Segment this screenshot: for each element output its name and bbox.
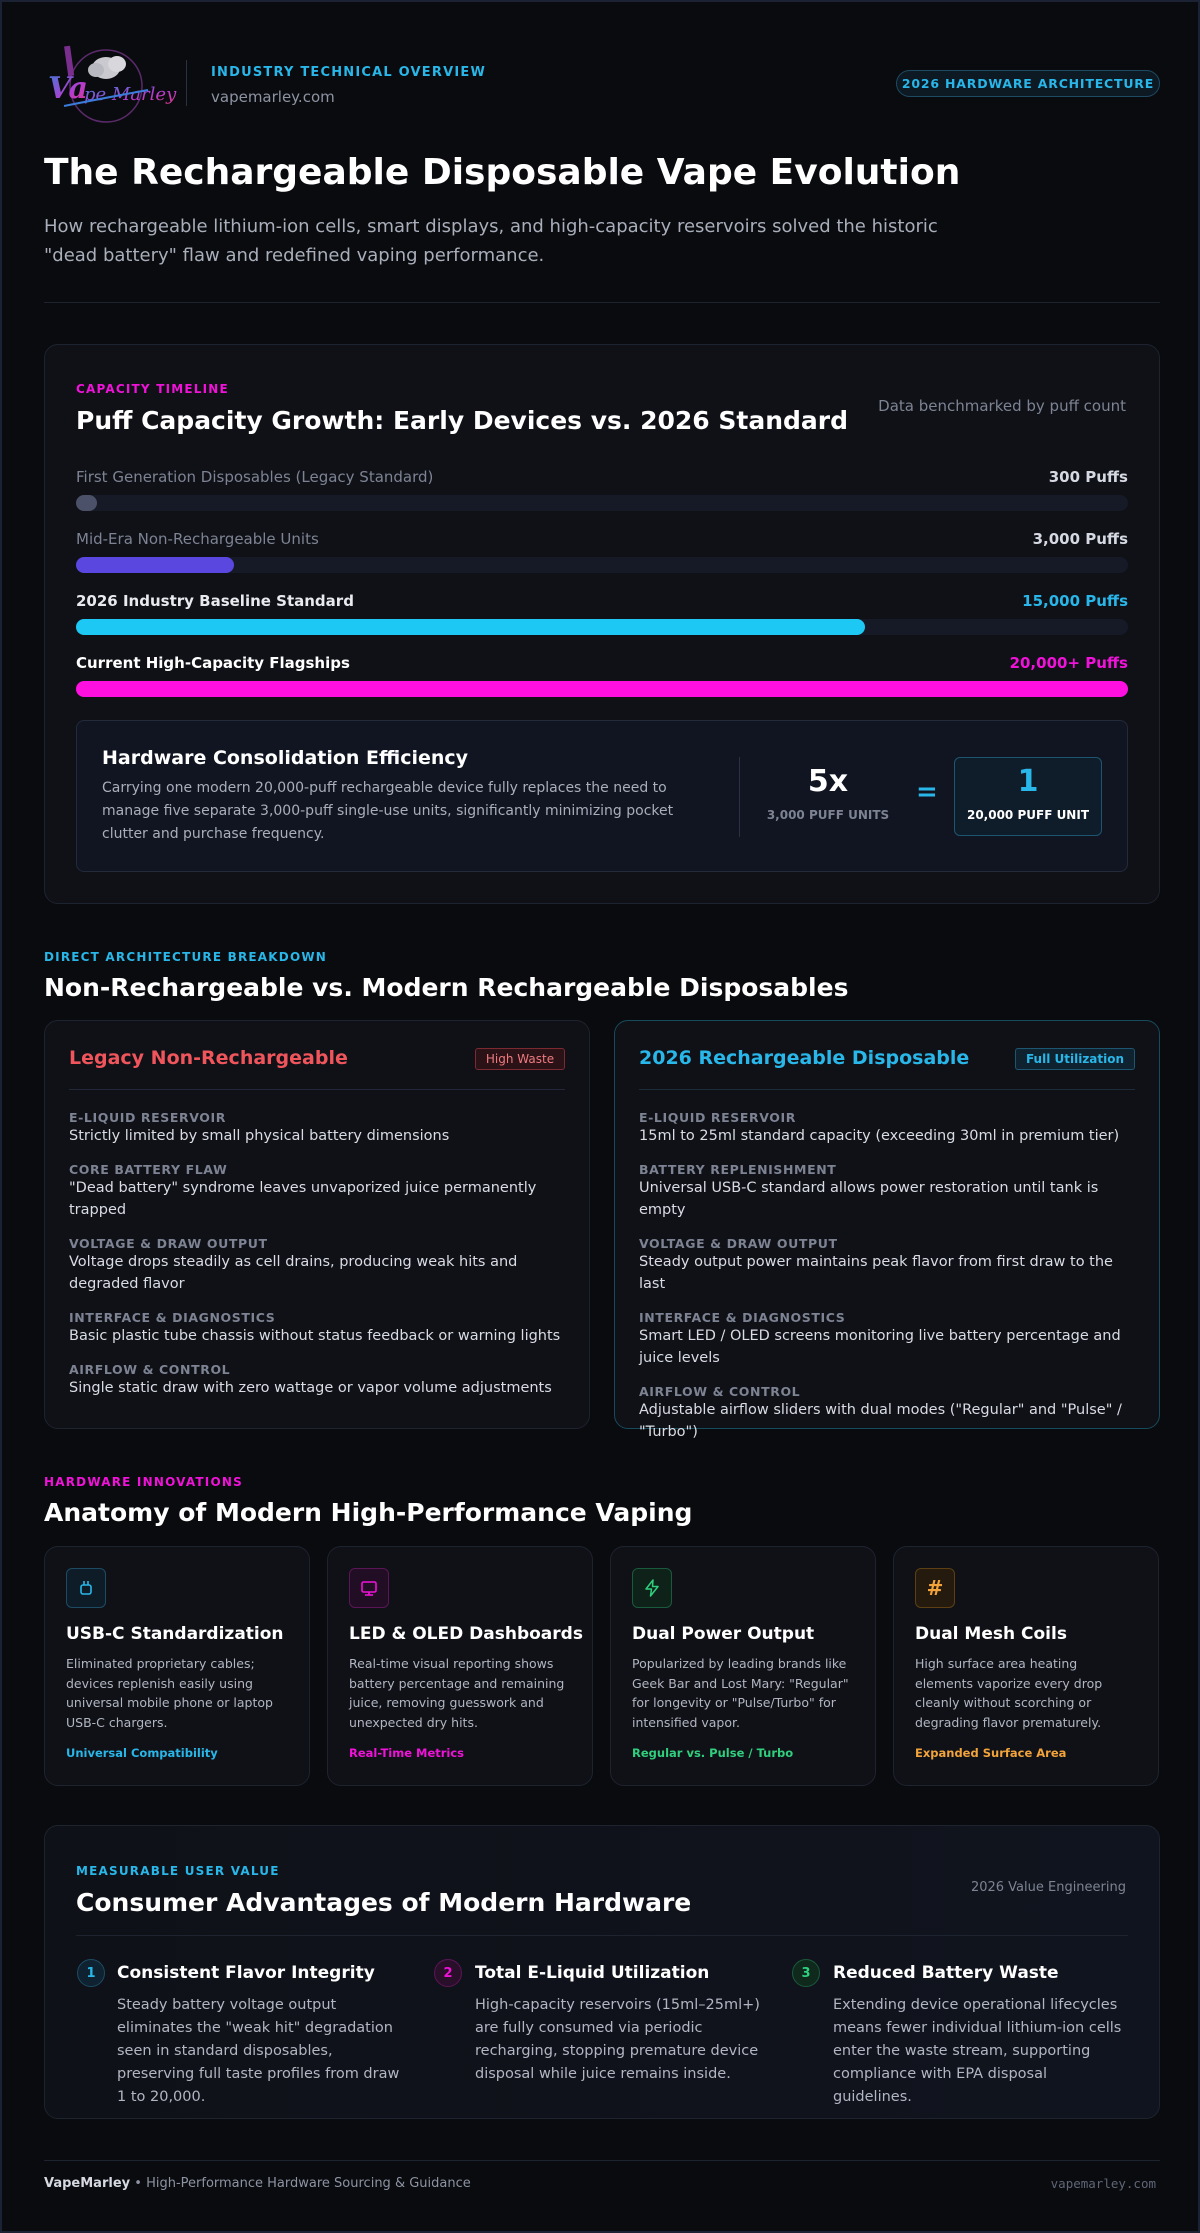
- efficiency-body: Carrying one modern 20,000-puff rechargeable device fully replaces the need to manage five separate 3,000-puff single-use units, significantly minimizing pocket clutter and purchase frequency.: [102, 780, 674, 842]
- spec-item: [69, 1236, 569, 1295]
- advantage-title: Reduced Battery Waste: [833, 1963, 1059, 1983]
- capacity-bars: [76, 468, 1128, 704]
- equals-sign: =: [916, 777, 938, 807]
- advantage-body: Steady battery voltage output eliminates the "weak hit" degradation seen in standard disposables, preserving full taste profiles from draw 1 to 20,000.: [117, 1997, 400, 2105]
- bar-fill: [76, 619, 865, 635]
- spec-key: CORE BATTERY FLAW: [69, 1162, 228, 1177]
- innovation-title: USB-C Standardization: [66, 1624, 284, 1644]
- lightning-icon: [632, 1568, 672, 1608]
- modern-badge: Full Utilization: [1015, 1048, 1135, 1070]
- bar-value: 300 Puffs: [1048, 468, 1128, 486]
- spec-item: [69, 1162, 569, 1221]
- bar-value: 3,000 Puffs: [1032, 530, 1128, 548]
- legacy-spec-list: [69, 1110, 569, 1399]
- hardware-pill: 2026 HARDWARE ARCHITECTURE: [896, 70, 1160, 97]
- modern-spec-list: [639, 1110, 1139, 1443]
- efficiency-title: Hardware Consolidation Efficiency: [102, 747, 469, 769]
- modern-rule: [639, 1089, 1135, 1090]
- advantage-title: Consistent Flavor Integrity: [117, 1963, 375, 1983]
- page-title: The Rechargeable Disposable Vape Evolution: [44, 152, 961, 193]
- footer-rule: [44, 2160, 1160, 2161]
- spec-value: "Dead battery" syndrome leaves unvaporized juice permanently trapped: [69, 1180, 537, 1218]
- advantage-body: High-capacity reservoirs (15ml–25ml+) are fully consumed via periodic recharging, stopping premature device disposal while juice remains inside.: [475, 1997, 760, 2082]
- svg-text:pe Marley: pe Marley: [84, 84, 177, 105]
- innovation-card: [44, 1546, 310, 1786]
- spec-key: AIRFLOW & CONTROL: [639, 1384, 801, 1399]
- spec-item: [639, 1236, 1139, 1295]
- spec-key: VOLTAGE & DRAW OUTPUT: [639, 1236, 838, 1251]
- spec-item: [639, 1310, 1139, 1369]
- footer-left: [44, 2176, 471, 2191]
- spec-value: Smart LED / OLED screens monitoring live battery percentage and juice levels: [639, 1328, 1121, 1366]
- innovation-title: LED & OLED Dashboards: [349, 1624, 583, 1644]
- advantages-rule: [76, 1935, 1128, 1936]
- footer-brand: VapeMarley: [44, 2176, 131, 2191]
- brand-logo[interactable]: [44, 40, 177, 126]
- innovation-body: Real-time visual reporting shows battery percentage and remaining juice, removing guesswork and unexpected dry hits.: [349, 1656, 565, 1730]
- capacity-eyebrow: CAPACITY TIMELINE: [76, 382, 229, 396]
- spec-value: 15ml to 25ml standard capacity (exceeding 30ml in premium tier): [639, 1128, 1120, 1144]
- bar-label: First Generation Disposables (Legacy Standard): [76, 468, 434, 486]
- innovations-eyebrow: HARDWARE INNOVATIONS: [44, 1475, 243, 1489]
- spec-item: [639, 1162, 1139, 1221]
- header-rule: [44, 302, 1160, 303]
- spec-key: BATTERY REPLENISHMENT: [639, 1162, 837, 1177]
- legacy-rule: [69, 1089, 565, 1090]
- spec-key: E-LIQUID RESERVOIR: [639, 1110, 796, 1125]
- bar-track: [76, 557, 1128, 573]
- bar-track: [76, 495, 1128, 511]
- bar-track: [76, 619, 1128, 635]
- innovation-tag: Real-Time Metrics: [349, 1746, 465, 1760]
- bar-value: 15,000 Puffs: [1022, 592, 1128, 610]
- header-eyebrow: INDUSTRY TECHNICAL OVERVIEW: [211, 65, 487, 80]
- efficiency-right-value: 1: [1017, 764, 1039, 799]
- bar-label: Current High-Capacity Flagships: [76, 654, 350, 672]
- bar-label: 2026 Industry Baseline Standard: [76, 592, 354, 610]
- page-lede: How rechargeable lithium-ion cells, smart displays, and high-capacity reservoirs solved the historic "dead battery" flaw and redefined vaping performance.: [44, 216, 938, 266]
- spec-key: AIRFLOW & CONTROL: [69, 1362, 231, 1377]
- spec-key: E-LIQUID RESERVOIR: [69, 1110, 226, 1125]
- efficiency-right-label: 20,000 PUFF UNIT: [966, 808, 1090, 822]
- bar-fill: [76, 681, 1128, 697]
- innovation-tag: Regular vs. Pulse / Turbo: [632, 1746, 794, 1760]
- spec-item: [69, 1362, 569, 1399]
- advantage-number: 2: [434, 1959, 462, 1987]
- advantage-title: Total E-Liquid Utilization: [475, 1963, 710, 1983]
- bar-label: Mid-Era Non-Rechargeable Units: [76, 530, 319, 548]
- bar-fill: [76, 495, 97, 511]
- spec-key: VOLTAGE & DRAW OUTPUT: [69, 1236, 268, 1251]
- advantage-body: Extending device operational lifecycles means fewer individual lithium-ion cells enter the waste stream, supporting compliance with EPA disposal guidelines.: [833, 1997, 1122, 2105]
- innovation-card: [610, 1546, 876, 1786]
- innovation-title: Dual Mesh Coils: [915, 1624, 1067, 1644]
- innovations-title: Anatomy of Modern High-Performance Vaping: [44, 1498, 693, 1527]
- spec-item: [69, 1110, 569, 1147]
- svg-text:Va: Va: [48, 71, 88, 106]
- spec-key: INTERFACE & DIAGNOSTICS: [639, 1310, 846, 1325]
- spec-item: [639, 1110, 1139, 1147]
- spec-value: Universal USB-C standard allows power restoration until tank is empty: [639, 1180, 1099, 1218]
- spec-value: Steady output power maintains peak flavor from first draw to the last: [639, 1254, 1113, 1292]
- spec-value: Adjustable airflow sliders with dual modes ("Regular" and "Pulse" / "Turbo"): [639, 1402, 1122, 1440]
- advantage-number: 3: [792, 1959, 820, 1987]
- advantages-eyebrow: MEASURABLE USER VALUE: [76, 1864, 280, 1878]
- capacity-note: Data benchmarked by puff count: [878, 397, 1126, 415]
- bar-value: 20,000+ Puffs: [1009, 654, 1128, 672]
- comparison-title: Non-Rechargeable vs. Modern Rechargeable Disposables: [44, 973, 849, 1002]
- innovation-tag: Expanded Surface Area: [915, 1746, 1067, 1760]
- modern-title: 2026 Rechargeable Disposable: [639, 1047, 970, 1069]
- innovation-body: High surface area heating elements vaporize every drop cleanly without scorching or degrading flavor prematurely.: [915, 1656, 1103, 1730]
- innovation-card: [893, 1546, 1159, 1786]
- advantage-number: 1: [77, 1959, 105, 1987]
- spec-value: Single static draw with zero wattage or vapor volume adjustments: [69, 1380, 552, 1396]
- monitor-icon: [349, 1568, 389, 1608]
- bar-track: [76, 681, 1128, 697]
- spec-value: Basic plastic tube chassis without status feedback or warning lights: [69, 1328, 561, 1344]
- legacy-badge: High Waste: [475, 1048, 565, 1070]
- innovation-tag: Universal Compatibility: [66, 1746, 218, 1760]
- innovation-body: Popularized by leading brands like Geek Bar and Lost Mary: "Regular" for longevity or "Pulse/Turbo" for intensified vapor.: [632, 1656, 849, 1730]
- comparison-eyebrow: DIRECT ARCHITECTURE BREAKDOWN: [44, 950, 328, 964]
- usb-plug-icon: [66, 1568, 106, 1608]
- bar-fill: [76, 557, 234, 573]
- spec-item: [639, 1384, 1139, 1443]
- innovation-body: Eliminated proprietary cables; devices replenish easily using universal mobile phone or laptop USB-C chargers.: [66, 1656, 273, 1730]
- advantages-title: Consumer Advantages of Modern Hardware: [76, 1888, 692, 1917]
- footer-site-link[interactable]: vapemarley.com: [1050, 2176, 1156, 2191]
- advantages-note: 2026 Value Engineering: [970, 1880, 1126, 1895]
- spec-item: [69, 1310, 569, 1347]
- innovation-title: Dual Power Output: [632, 1624, 815, 1644]
- hash-icon: #: [915, 1568, 955, 1608]
- efficiency-left-label: 3,000 PUFF UNITS: [766, 808, 890, 822]
- footer-separator: •: [134, 2176, 142, 2191]
- spec-key: INTERFACE & DIAGNOSTICS: [69, 1310, 276, 1325]
- header-site[interactable]: vapemarley.com: [211, 88, 335, 106]
- spec-value: Strictly limited by small physical battery dimensions: [69, 1128, 450, 1144]
- efficiency-divider: [739, 757, 740, 837]
- spec-value: Voltage drops steadily as cell drains, producing weak hits and degraded flavor: [69, 1254, 518, 1292]
- capacity-title: Puff Capacity Growth: Early Devices vs. 2026 Standard: [76, 406, 849, 435]
- legacy-title: Legacy Non-Rechargeable: [69, 1047, 348, 1069]
- innovation-card: [327, 1546, 593, 1786]
- footer-tagline: High-Performance Hardware Sourcing & Guidance: [146, 2176, 471, 2191]
- efficiency-left-value: 5x: [807, 764, 849, 799]
- header-divider: [186, 60, 187, 106]
